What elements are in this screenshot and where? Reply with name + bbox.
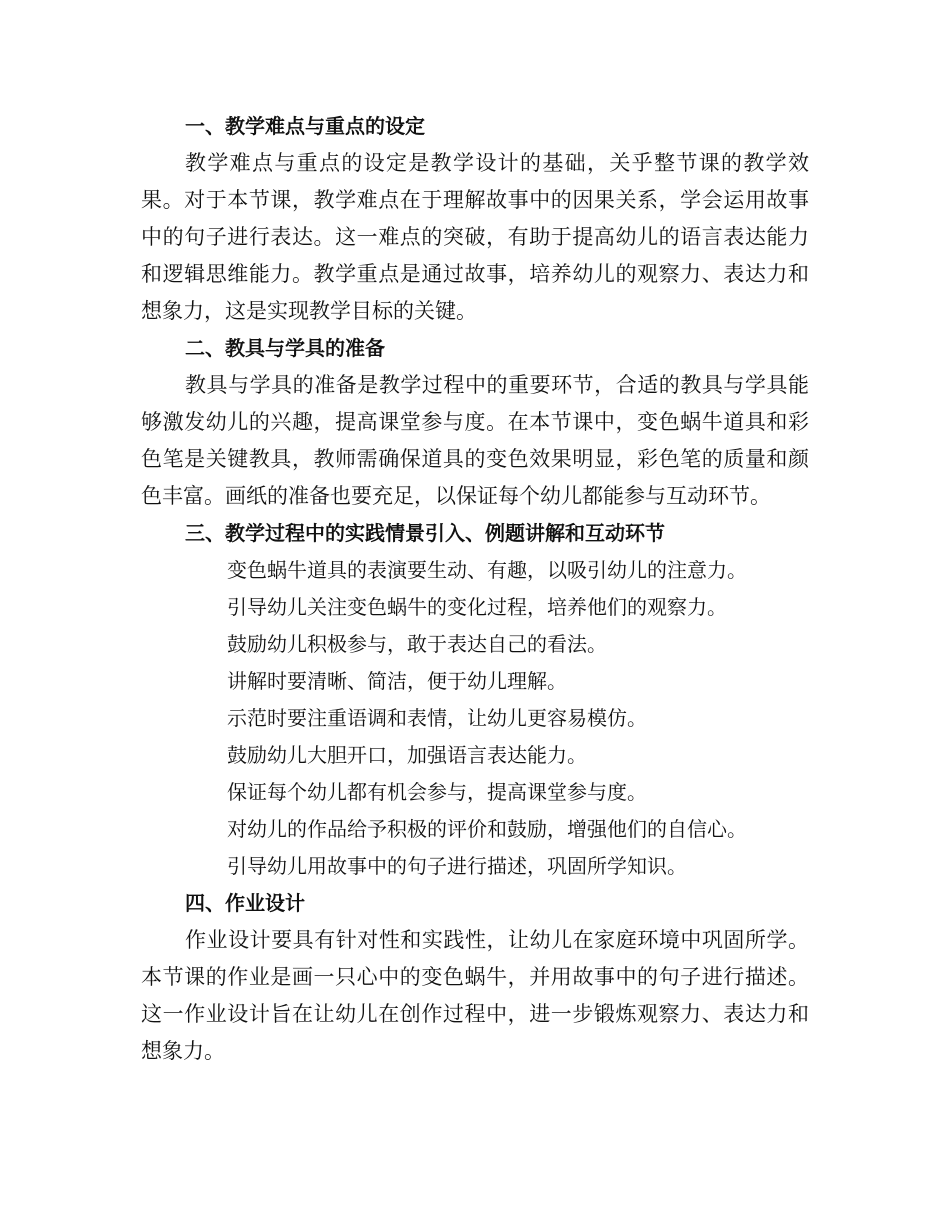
document-page [141,108,809,1070]
list-item: 鼓励幼儿大胆开口，加强语言表达能力。 [227,743,587,767]
section-paragraph-2: 教具与学具的准备是教学过程中的重要环节，合适的教具与学具能够激发幼儿的兴趣，提高课堂参与度。在本节课中，变色蜗牛道具和彩色笔是关键教具，教师需确保道具的变色效果明显，彩色笔的质量和颜色丰富。画纸的准备也要充足，以保证每个幼儿都能参与互动环节。 [141,373,809,508]
list-item: 保证每个幼儿都有机会参与，提高课堂参与度。 [227,780,647,804]
list-item: 引导幼儿关注变色蜗牛的变化过程，培养他们的观察力。 [227,595,727,619]
list-item: 鼓励幼儿积极参与，敢于表达自己的看法。 [227,632,607,656]
list-item: 示范时要注重语调和表情，让幼儿更容易模仿。 [227,706,647,730]
section-heading-4: 四、作业设计 [185,891,305,915]
list-item: 对幼儿的作品给予积极的评价和鼓励，增强他们的自信心。 [227,817,747,841]
section-heading-2: 二、教具与学具的准备 [185,336,385,360]
section-heading-1: 一、教学难点与重点的设定 [185,114,425,138]
section-paragraph-4: 作业设计要具有针对性和实践性，让幼儿在家庭环境中巩固所学。本节课的作业是画一只心中的变色蜗牛，并用故事中的句子进行描述。这一作业设计旨在让幼儿在创作过程中，进一步锻炼观察力、表达力和想象力。 [141,928,809,1063]
list-item: 引导幼儿用故事中的句子进行描述，巩固所学知识。 [227,854,687,878]
section-heading-3: 三、教学过程中的实践情景引入、例题讲解和互动环节 [185,521,665,545]
list-item: 变色蜗牛道具的表演要生动、有趣，以吸引幼儿的注意力。 [227,558,747,582]
list-item: 讲解时要清晰、简洁，便于幼儿理解。 [227,669,567,693]
section-paragraph-1: 教学难点与重点的设定是教学设计的基础，关乎整节课的教学效果。对于本节课，教学难点在于理解故事中的因果关系，学会运用故事中的句子进行表达。这一难点的突破，有助于提高幼儿的语言表达能力和逻辑思维能力。教学重点是通过故事，培养幼儿的观察力、表达力和想象力，这是实现教学目标的关键。 [141,151,809,323]
